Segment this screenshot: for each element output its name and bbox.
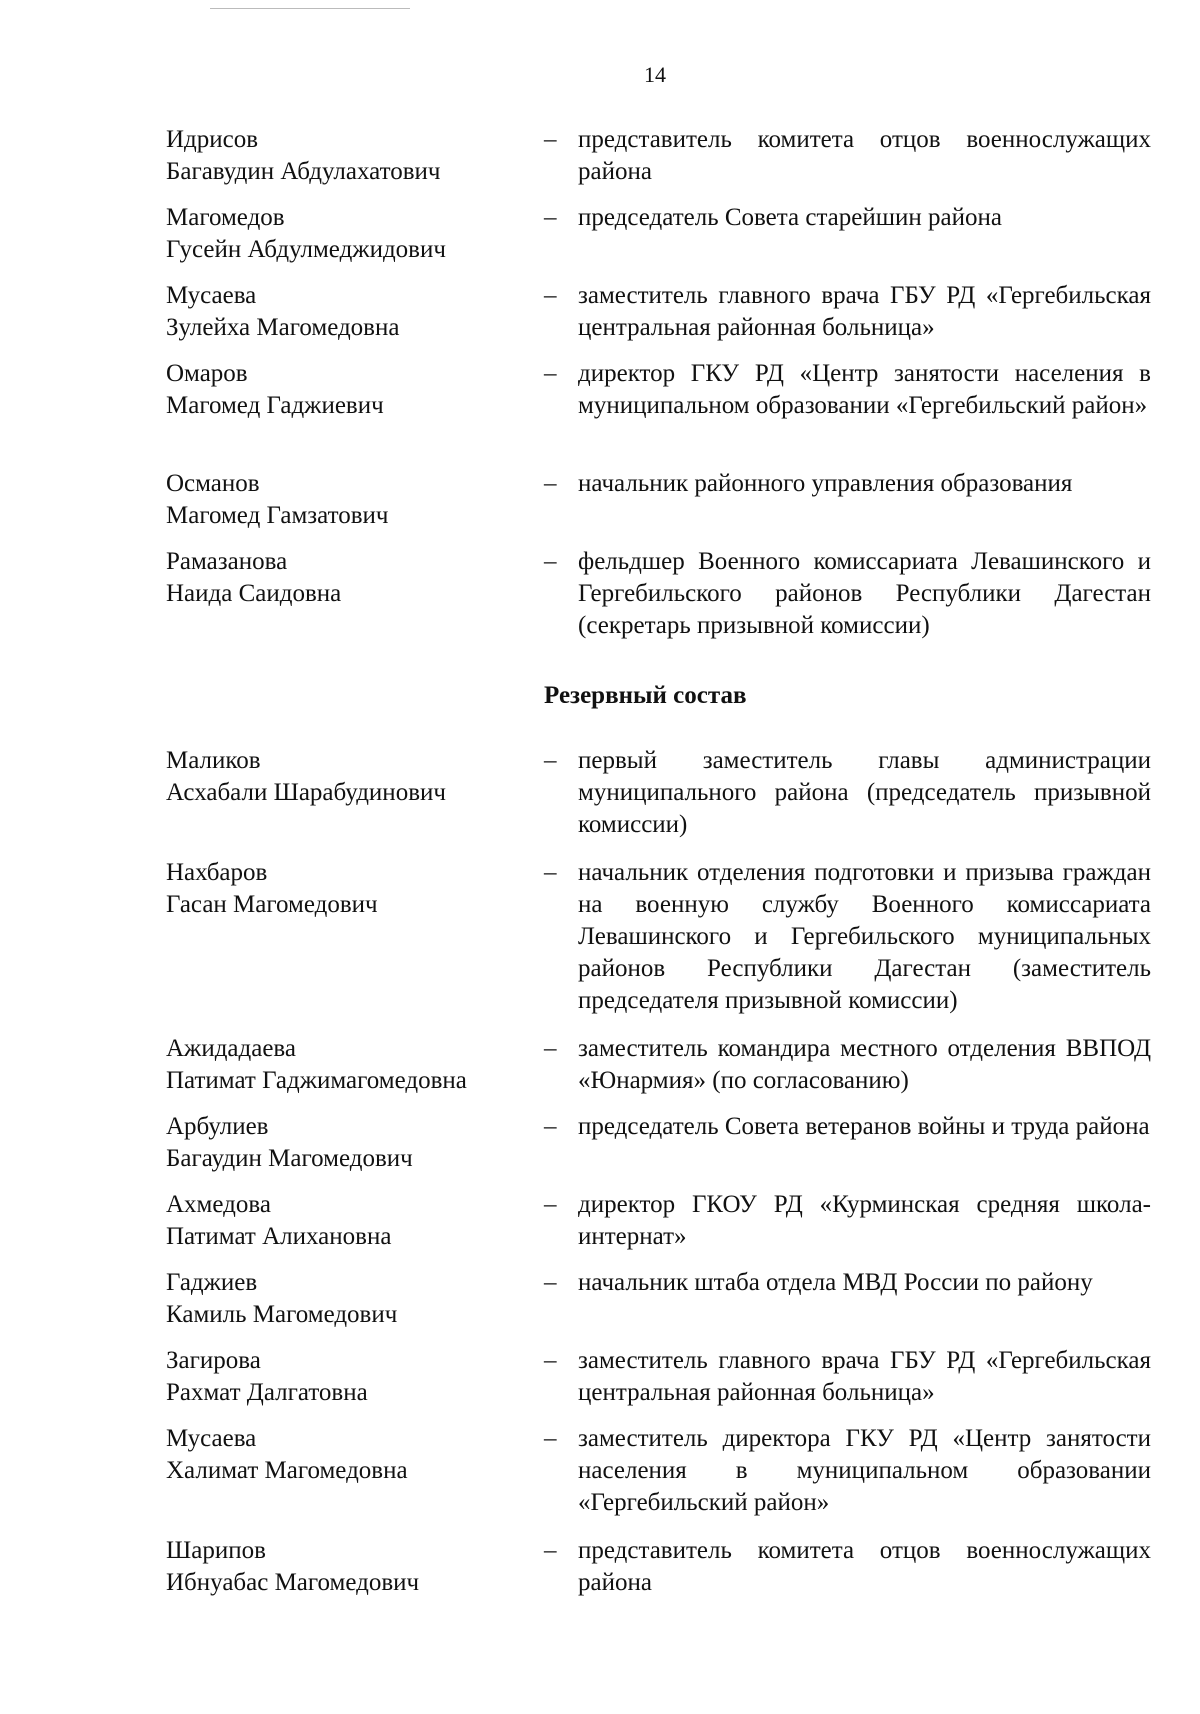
member-given-names: Рахмат Далгатовна [166, 1379, 368, 1406]
member-surname: Идрисов [166, 126, 259, 153]
dash-separator: – [544, 126, 557, 153]
member-given-names: Багаудин Магомедович [166, 1145, 413, 1172]
dash-separator: – [544, 1537, 557, 1564]
member-given-names: Ибнуабас Магомедович [166, 1569, 420, 1596]
member-given-names: Патимат Алихановна [166, 1223, 392, 1250]
member-surname: Мусаева [166, 282, 257, 309]
member-name [166, 202, 526, 266]
member-role: председатель Совета ветеранов войны и труда района [578, 1113, 1150, 1140]
member-given-names: Гасан Магомедович [166, 891, 378, 918]
dash-separator: – [544, 1113, 557, 1140]
member-surname: Османов [166, 470, 260, 497]
member-role: первый заместитель главы администрации муниципального района (председатель призывной комиссии) [578, 747, 1151, 838]
member-name [166, 546, 526, 610]
member-name [166, 358, 526, 422]
dash-separator: – [544, 747, 557, 774]
dash-separator: – [544, 470, 557, 497]
member-surname: Омаров [166, 360, 248, 387]
scan-artifact-line [210, 8, 410, 9]
member-role: директор ГКУ РД «Центр занятости населения в муниципальном образовании «Гергебильский район» [578, 360, 1151, 419]
member-name [166, 280, 526, 344]
member-given-names: Магомед Гамзатович [166, 502, 389, 529]
member-surname: Ажидадаева [166, 1035, 297, 1062]
dash-separator: – [544, 1269, 557, 1296]
member-role: начальник районного управления образования [578, 470, 1073, 497]
member-given-names: Наида Саидовна [166, 580, 342, 607]
member-name [166, 857, 526, 921]
member-role: заместитель главного врача ГБУ РД «Гергебильская центральная районная больница» [578, 1347, 1151, 1406]
member-surname: Гаджиев [166, 1269, 258, 1296]
member-given-names: Магомед Гаджиевич [166, 392, 384, 419]
member-surname: Нахбаров [166, 859, 268, 886]
member-name [166, 1033, 526, 1097]
dash-separator: – [544, 204, 557, 231]
member-role: заместитель командира местного отделения ВВПОД «Юнармия» (по согласованию) [578, 1035, 1151, 1094]
member-given-names: Камиль Магомедович [166, 1301, 398, 1328]
dash-separator: – [544, 1035, 557, 1062]
member-name [166, 1267, 526, 1331]
member-surname: Ахмедова [166, 1191, 271, 1218]
member-given-names: Гусейн Абдулмеджидович [166, 236, 446, 263]
member-surname: Мусаева [166, 1425, 257, 1452]
member-name [166, 124, 526, 188]
dash-separator: – [544, 1425, 557, 1452]
dash-separator: – [544, 859, 557, 886]
reserve-heading: Резервный состав [544, 682, 747, 709]
dash-separator: – [544, 360, 557, 387]
member-surname: Загирова [166, 1347, 261, 1374]
member-given-names: Асхабали Шарабудинович [166, 779, 446, 806]
member-role: начальник отделения подготовки и призыва граждан на военную службу Военного комиссариата Левашинского и Гергебильского муниципальных районов Республики Дагестан (заместитель председателя призывной комиссии) [578, 859, 1151, 1014]
member-given-names: Халимат Магомедовна [166, 1457, 408, 1484]
member-surname: Арбулиев [166, 1113, 269, 1140]
member-name [166, 1111, 526, 1175]
member-role: директор ГКОУ РД «Курминская средняя школа-интернат» [578, 1191, 1151, 1250]
member-given-names: Багавудин Абдулахатович [166, 158, 441, 185]
dash-separator: – [544, 1191, 557, 1218]
member-name [166, 1345, 526, 1409]
member-name [166, 1535, 526, 1599]
member-role: заместитель директора ГКУ РД «Центр занятости населения в муниципальном образовании «Гергебильский район» [578, 1425, 1151, 1516]
member-role: представитель комитета отцов военнослужащих района [578, 1537, 1151, 1596]
member-name [166, 468, 526, 532]
member-role: заместитель главного врача ГБУ РД «Гергебильская центральная районная больница» [578, 282, 1151, 341]
member-name [166, 1423, 526, 1487]
member-given-names: Зулейха Магомедовна [166, 314, 400, 341]
member-role: фельдшер Военного комиссариата Левашинского и Гергебильского районов Республики Дагестан (секретарь призывной комиссии) [578, 548, 1151, 639]
member-given-names: Патимат Гаджимагомедовна [166, 1067, 467, 1094]
member-role: представитель комитета отцов военнослужащих района [578, 126, 1151, 185]
dash-separator: – [544, 548, 557, 575]
dash-separator: – [544, 282, 557, 309]
page-number: 14 [644, 62, 666, 87]
dash-separator: – [544, 1347, 557, 1374]
member-surname: Магомедов [166, 204, 285, 231]
member-role: начальник штаба отдела МВД России по району [578, 1269, 1093, 1296]
member-role: председатель Совета старейшин района [578, 204, 1002, 231]
member-surname: Шарипов [166, 1537, 266, 1564]
member-surname: Рамазанова [166, 548, 288, 575]
member-surname: Маликов [166, 747, 261, 774]
member-name [166, 1189, 526, 1253]
member-name [166, 745, 526, 809]
